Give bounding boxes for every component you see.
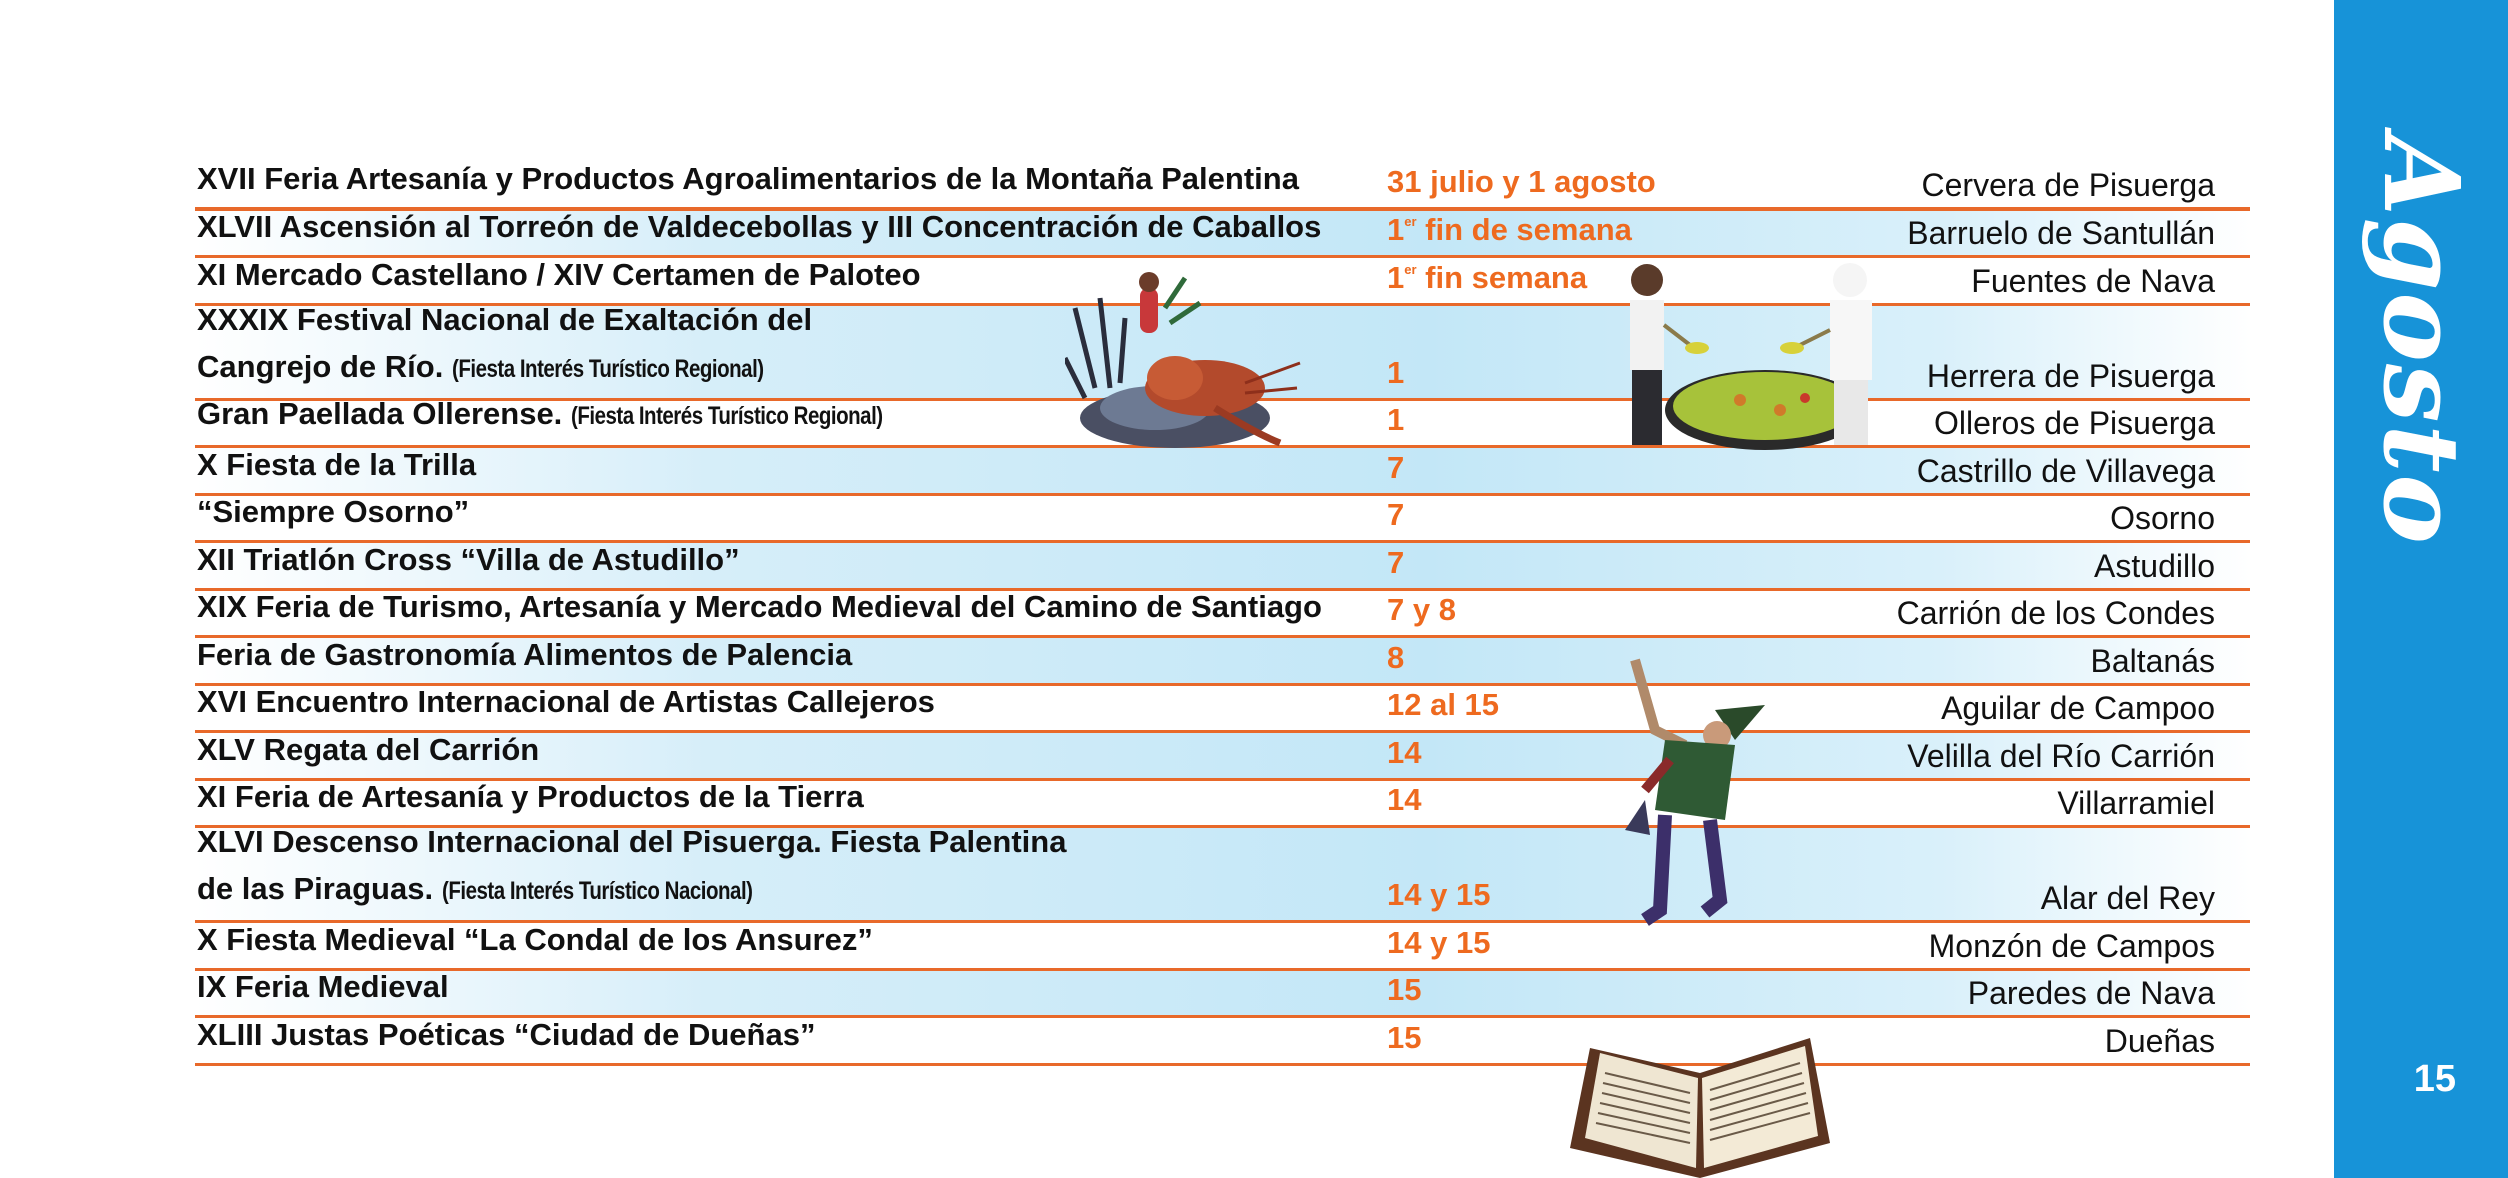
crayfish-illustration: [1065, 268, 1305, 450]
event-place: Velilla del Río Carrión: [1907, 737, 2215, 774]
event-date-main: 14 y 15: [1387, 877, 1491, 912]
event-date: [1387, 250, 1587, 298]
event-row: [195, 1018, 2250, 1066]
event-date-main: 31 julio y 1 agosto: [1387, 163, 1656, 199]
event-date: [1387, 733, 1421, 773]
event-name: [197, 488, 1377, 535]
event-name: [197, 963, 1377, 1010]
jester-illustration: [1605, 650, 1780, 936]
event-date: [1387, 970, 1421, 1010]
event-date: [1387, 448, 1404, 488]
event-name-line: XI Feria de Artesanía y Productos de la Tierra: [197, 779, 864, 814]
event-date-rest: fin de semana: [1416, 212, 1632, 247]
event-date: [1387, 875, 1490, 915]
event-place: Fuentes de Nava: [1971, 262, 2215, 299]
event-date: [1387, 1018, 1421, 1058]
event-place: Monzón de Campos: [1928, 927, 2215, 964]
event-interest-note: (Fiesta Interés Turístico Regional): [570, 402, 883, 430]
paella-cooks-illustration: [1620, 260, 1890, 452]
event-place: Aguilar de Campoo: [1941, 690, 2215, 726]
event-place: Baltanás: [2090, 642, 2215, 679]
event-name-text: de las Piraguas.: [197, 871, 434, 906]
event-date: [1387, 495, 1404, 535]
event-name: [197, 773, 1377, 820]
event-date-main: 7 y 8: [1387, 592, 1456, 627]
event-date: [1387, 638, 1404, 678]
event-date-ordinal: er: [1404, 214, 1417, 229]
event-place: Cervera de Pisuerga: [1921, 166, 2215, 203]
event-name-line: “Siempre Osorno”: [197, 494, 470, 529]
event-date-main: 14: [1387, 782, 1422, 817]
event-name-line: IX Feria Medieval: [197, 969, 449, 1004]
event-name-line: XXXIX Festival Nacional de Exaltación del: [197, 301, 813, 337]
event-name: [197, 818, 1377, 915]
event-name: [197, 536, 1377, 583]
event-date-rest: fin semana: [1416, 259, 1588, 295]
event-date-main: 1: [1387, 354, 1405, 390]
event-name: [197, 203, 1377, 250]
event-name-line: Feria de Gastronomía Alimentos de Palencia: [197, 636, 853, 672]
event-place: Paredes de Nava: [1967, 975, 2215, 1011]
event-name: [197, 726, 1377, 773]
event-name: [197, 1011, 1377, 1058]
event-date-main: 1: [1387, 402, 1405, 437]
event-name-line: XVII Feria Artesanía y Productos Agroalimentarios de la Montaña Palentina: [197, 160, 1299, 196]
event-date: [1387, 923, 1490, 963]
event-place: Alar del Rey: [2040, 880, 2215, 916]
event-date-main: 7: [1387, 449, 1405, 485]
old-book-illustration: [1560, 1018, 1840, 1178]
event-name-line: XLVII Ascensión al Torreón de Valdecebollas y III Concentración de Caballos: [197, 209, 1322, 244]
event-name-line: XVI Encuentro Internacional de Artistas Callejeros: [197, 684, 935, 719]
event-name-text: Cangrejo de Río.: [197, 348, 444, 384]
event-name-line: XI Mercado Castellano / XIV Certamen de Paloteo: [197, 256, 921, 292]
event-interest-note: (Fiesta Interés Turístico Regional): [451, 354, 764, 383]
event-place: Carrión de los Condes: [1896, 595, 2215, 631]
event-date: [1387, 202, 1632, 250]
event-place: Herrera de Pisuerga: [1926, 357, 2215, 394]
event-name: [197, 631, 1377, 678]
event-date: [1387, 780, 1421, 820]
event-name-line: XLV Regata del Carrión: [197, 731, 540, 767]
event-date-main: 1: [1387, 259, 1405, 295]
event-interest-note: (Fiesta Interés Turístico Nacional): [441, 877, 753, 905]
event-place: Astudillo: [2094, 547, 2215, 584]
event-name-line: XIX Feria de Turismo, Artesanía y Mercado Medieval del Camino de Santiago: [197, 589, 1322, 624]
event-date: [1387, 162, 1656, 202]
event-name: [197, 155, 1377, 202]
event-date: [1387, 685, 1499, 725]
event-place: Olleros de Pisuerga: [1933, 405, 2215, 441]
event-place: Castrillo de Villavega: [1916, 452, 2215, 489]
event-date-main: 1: [1387, 212, 1405, 247]
page-number: 15: [2413, 1058, 2456, 1100]
event-place: Osorno: [2110, 500, 2215, 536]
event-date-main: 14 y 15: [1387, 924, 1491, 960]
event-place: Barruelo de Santullán: [1907, 215, 2215, 251]
event-place: Villarramiel: [2057, 785, 2215, 821]
event-date-main: 15: [1387, 1019, 1422, 1055]
event-name: [197, 916, 1377, 963]
event-date-ordinal: er: [1404, 261, 1417, 277]
event-date: [1387, 590, 1456, 630]
event-name-line: X Fiesta Medieval “La Condal de los Ansurez”: [197, 921, 873, 957]
event-name: [197, 583, 1377, 630]
event-row: [195, 824, 2250, 923]
event-name: [197, 678, 1377, 725]
event-date-main: 12 al 15: [1387, 687, 1500, 722]
event-name-line: XLIII Justas Poéticas “Ciudad de Dueñas”: [197, 1016, 816, 1052]
month-label: Agosto: [2359, 134, 2483, 546]
event-date: [1387, 543, 1404, 583]
event-date-main: 7: [1387, 497, 1405, 532]
event-date: [1387, 400, 1404, 440]
event-name-line: X Fiesta de la Trilla: [197, 446, 477, 482]
event-name-text: Gran Paellada Ollerense.: [197, 396, 563, 431]
event-date: [1387, 353, 1404, 393]
event-date-main: 7: [1387, 544, 1405, 580]
event-name-line: [197, 865, 1377, 915]
event-name-line: XII Triatlón Cross “Villa de Astudillo”: [197, 541, 740, 577]
event-date-main: 15: [1387, 972, 1422, 1007]
event-date-main: 14: [1387, 734, 1422, 770]
event-place: Dueñas: [2104, 1022, 2215, 1059]
event-name-line: XLVI Descenso Internacional del Pisuerga. Fiesta Palentina: [197, 824, 1067, 859]
month-title: [2356, 134, 2486, 546]
event-date-main: 8: [1387, 639, 1405, 675]
